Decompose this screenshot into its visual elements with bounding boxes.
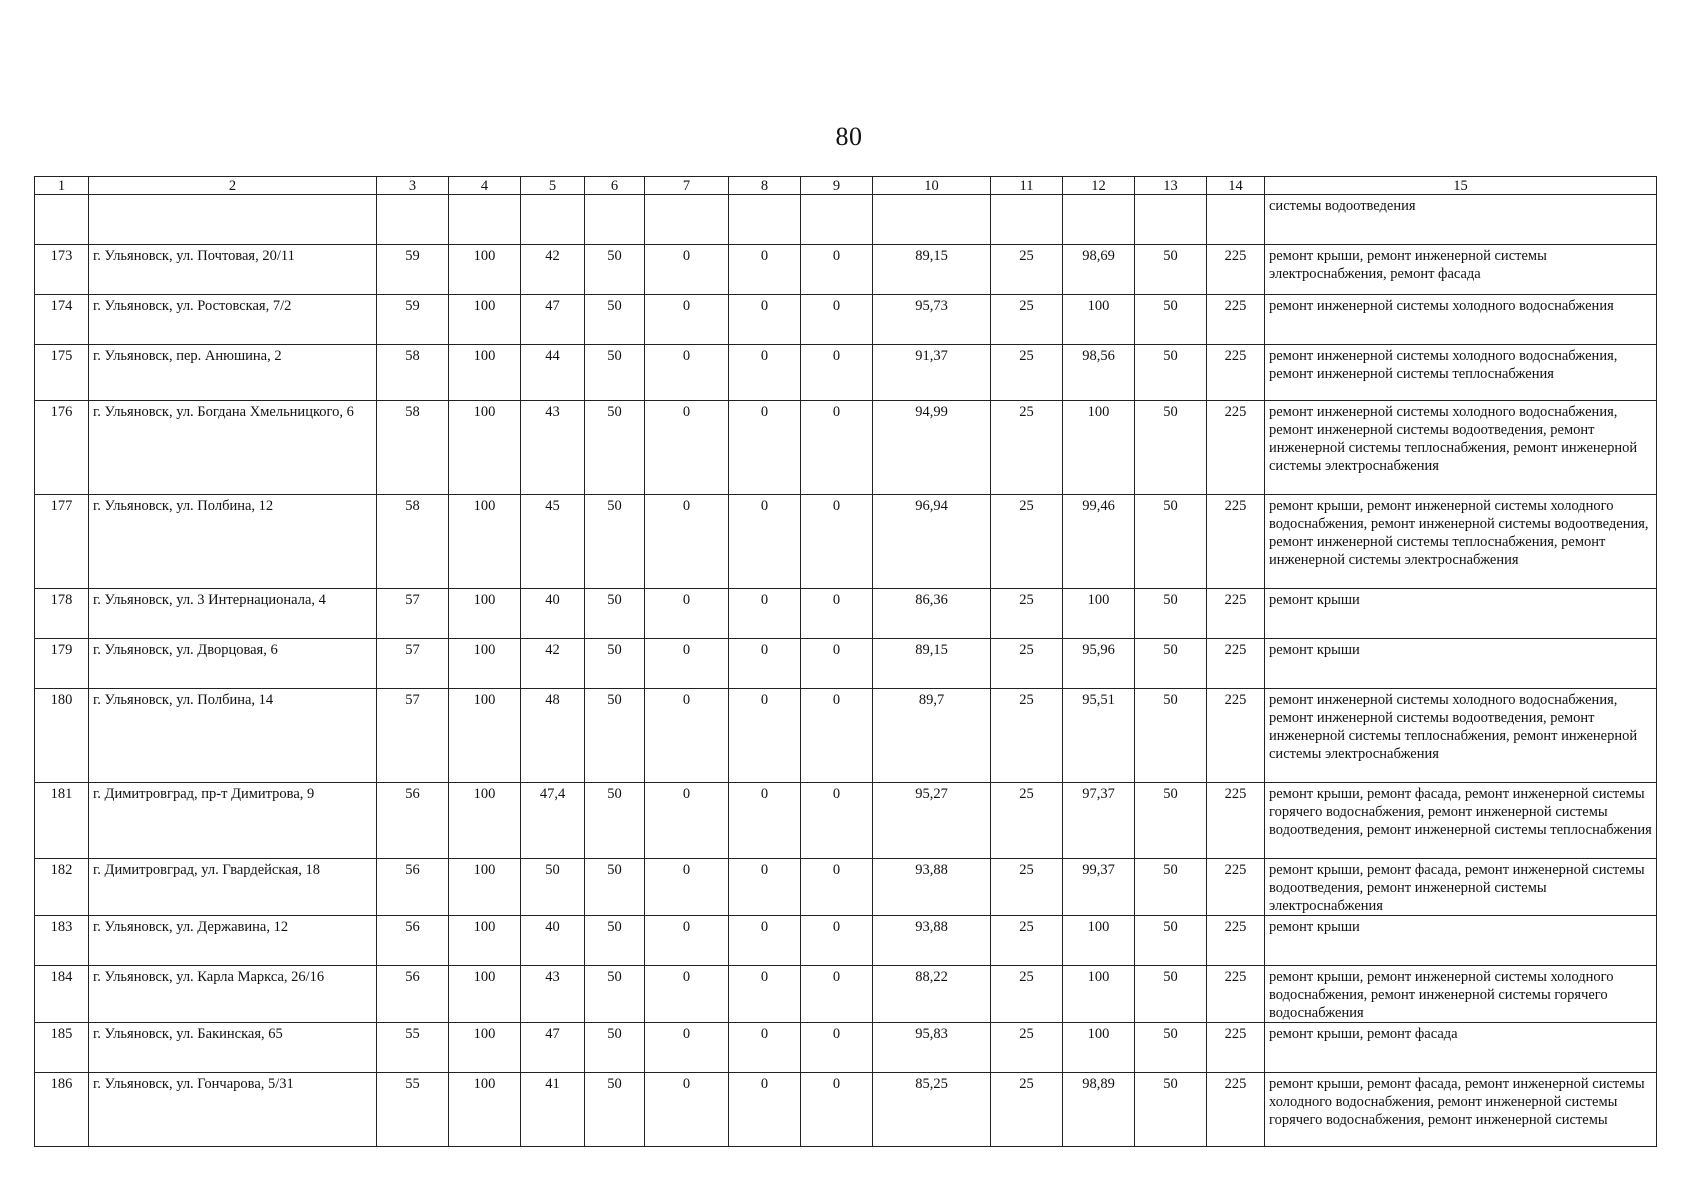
table-row bbox=[35, 966, 1657, 1023]
cell-value-c10: 89,15 bbox=[873, 639, 991, 689]
cell-value-c5: 40 bbox=[521, 916, 585, 966]
cell-empty bbox=[873, 195, 991, 245]
cell-value-c14: 225 bbox=[1207, 859, 1265, 916]
cell-value-c7: 0 bbox=[645, 1023, 729, 1073]
cell-value-c13: 50 bbox=[1135, 1023, 1207, 1073]
cell-value-c6: 50 bbox=[585, 689, 645, 783]
cell-address: г. Ульяновск, ул. 3 Интернационала, 4 bbox=[89, 589, 377, 639]
cell-value-c9: 0 bbox=[801, 916, 873, 966]
cell-address: г. Димитровград, пр-т Димитрова, 9 bbox=[89, 783, 377, 859]
header-cell: 14 bbox=[1207, 177, 1265, 195]
cell-value-c11: 25 bbox=[991, 1023, 1063, 1073]
cell-row-number: 185 bbox=[35, 1023, 89, 1073]
cell-row-number: 180 bbox=[35, 689, 89, 783]
cell-empty bbox=[1063, 195, 1135, 245]
cell-address: г. Ульяновск, ул. Гончарова, 5/31 bbox=[89, 1073, 377, 1147]
cell-value-c8: 0 bbox=[729, 916, 801, 966]
table-body bbox=[35, 195, 1657, 1147]
cell-value-c11: 25 bbox=[991, 639, 1063, 689]
cell-value-c6: 50 bbox=[585, 1073, 645, 1147]
cell-row-number: 179 bbox=[35, 639, 89, 689]
cell-value-c12: 95,96 bbox=[1063, 639, 1135, 689]
header-cell: 3 bbox=[377, 177, 449, 195]
cell-empty bbox=[645, 195, 729, 245]
cell-value-c3: 57 bbox=[377, 639, 449, 689]
cell-value-c12: 100 bbox=[1063, 295, 1135, 345]
cell-value-c12: 99,37 bbox=[1063, 859, 1135, 916]
cell-value-c5: 48 bbox=[521, 689, 585, 783]
cell-row-number: 182 bbox=[35, 859, 89, 916]
cell-value-c11: 25 bbox=[991, 1073, 1063, 1147]
cell-value-c3: 59 bbox=[377, 295, 449, 345]
cell-address: г. Ульяновск, ул. Державина, 12 bbox=[89, 916, 377, 966]
cell-value-c7: 0 bbox=[645, 859, 729, 916]
cell-value-c6: 50 bbox=[585, 345, 645, 401]
cell-value-c9: 0 bbox=[801, 1023, 873, 1073]
cell-empty bbox=[35, 195, 89, 245]
cell-value-c7: 0 bbox=[645, 589, 729, 639]
cell-works: ремонт крыши, ремонт фасада bbox=[1265, 1023, 1657, 1073]
cell-value-c3: 57 bbox=[377, 589, 449, 639]
cell-value-c5: 44 bbox=[521, 345, 585, 401]
cell-value-c3: 57 bbox=[377, 689, 449, 783]
cell-value-c13: 50 bbox=[1135, 1073, 1207, 1147]
cell-value-c9: 0 bbox=[801, 401, 873, 495]
cell-value-c9: 0 bbox=[801, 783, 873, 859]
table-row bbox=[35, 783, 1657, 859]
cell-value-c13: 50 bbox=[1135, 783, 1207, 859]
cell-value-c4: 100 bbox=[449, 295, 521, 345]
cell-value-c14: 225 bbox=[1207, 916, 1265, 966]
cell-value-c10: 93,88 bbox=[873, 859, 991, 916]
cell-value-c12: 100 bbox=[1063, 401, 1135, 495]
cell-value-c9: 0 bbox=[801, 345, 873, 401]
header-cell: 6 bbox=[585, 177, 645, 195]
cell-empty bbox=[89, 195, 377, 245]
cell-value-c3: 58 bbox=[377, 495, 449, 589]
cell-value-c12: 97,37 bbox=[1063, 783, 1135, 859]
cell-value-c13: 50 bbox=[1135, 689, 1207, 783]
cell-value-c13: 50 bbox=[1135, 295, 1207, 345]
cell-empty bbox=[449, 195, 521, 245]
cell-row-number: 181 bbox=[35, 783, 89, 859]
cell-value-c12: 100 bbox=[1063, 916, 1135, 966]
cell-value-c10: 88,22 bbox=[873, 966, 991, 1023]
cell-address: г. Димитровград, ул. Гвардейская, 18 bbox=[89, 859, 377, 916]
cell-value-c11: 25 bbox=[991, 589, 1063, 639]
cell-value-c7: 0 bbox=[645, 295, 729, 345]
header-cell: 5 bbox=[521, 177, 585, 195]
cell-value-c10: 91,37 bbox=[873, 345, 991, 401]
cell-value-c14: 225 bbox=[1207, 295, 1265, 345]
cell-address: г. Ульяновск, ул. Полбина, 14 bbox=[89, 689, 377, 783]
cell-works: системы водоотведения bbox=[1265, 195, 1657, 245]
cell-value-c8: 0 bbox=[729, 966, 801, 1023]
header-cell: 2 bbox=[89, 177, 377, 195]
cell-value-c10: 96,94 bbox=[873, 495, 991, 589]
cell-value-c7: 0 bbox=[645, 689, 729, 783]
cell-value-c7: 0 bbox=[645, 783, 729, 859]
cell-value-c5: 41 bbox=[521, 1073, 585, 1147]
table-row bbox=[35, 295, 1657, 345]
header-row bbox=[35, 177, 1657, 195]
cell-value-c9: 0 bbox=[801, 495, 873, 589]
cell-row-number: 177 bbox=[35, 495, 89, 589]
header-cell: 10 bbox=[873, 177, 991, 195]
cell-value-c13: 50 bbox=[1135, 639, 1207, 689]
cell-row-number: 184 bbox=[35, 966, 89, 1023]
cell-value-c12: 100 bbox=[1063, 1023, 1135, 1073]
cell-value-c4: 100 bbox=[449, 401, 521, 495]
cell-value-c6: 50 bbox=[585, 245, 645, 295]
cell-value-c14: 225 bbox=[1207, 689, 1265, 783]
cell-row-number: 186 bbox=[35, 1073, 89, 1147]
cell-value-c9: 0 bbox=[801, 1073, 873, 1147]
register-table bbox=[34, 176, 1657, 1147]
header-cell: 7 bbox=[645, 177, 729, 195]
cell-value-c14: 225 bbox=[1207, 245, 1265, 295]
cell-value-c9: 0 bbox=[801, 589, 873, 639]
cell-value-c4: 100 bbox=[449, 859, 521, 916]
cell-value-c6: 50 bbox=[585, 859, 645, 916]
cell-value-c8: 0 bbox=[729, 859, 801, 916]
cell-value-c8: 0 bbox=[729, 245, 801, 295]
cell-value-c4: 100 bbox=[449, 245, 521, 295]
cell-value-c4: 100 bbox=[449, 1023, 521, 1073]
cell-value-c3: 56 bbox=[377, 859, 449, 916]
cell-works: ремонт крыши, ремонт инженерной системы электроснабжения, ремонт фасада bbox=[1265, 245, 1657, 295]
table-row bbox=[35, 345, 1657, 401]
cell-value-c13: 50 bbox=[1135, 589, 1207, 639]
cell-works: ремонт инженерной системы холодного водоснабжения, ремонт инженерной системы водоотведения, ремонт инженерной системы теплоснабжения, ремонт инженерной системы электроснабжения bbox=[1265, 401, 1657, 495]
cell-value-c6: 50 bbox=[585, 966, 645, 1023]
table-row bbox=[35, 916, 1657, 966]
cell-value-c9: 0 bbox=[801, 859, 873, 916]
cell-value-c12: 98,69 bbox=[1063, 245, 1135, 295]
cell-value-c8: 0 bbox=[729, 589, 801, 639]
cell-value-c9: 0 bbox=[801, 689, 873, 783]
cell-value-c3: 55 bbox=[377, 1023, 449, 1073]
cell-value-c9: 0 bbox=[801, 245, 873, 295]
cell-value-c3: 56 bbox=[377, 966, 449, 1023]
cell-value-c5: 47 bbox=[521, 295, 585, 345]
cell-value-c9: 0 bbox=[801, 966, 873, 1023]
cell-value-c14: 225 bbox=[1207, 966, 1265, 1023]
cell-value-c5: 42 bbox=[521, 245, 585, 295]
cell-value-c8: 0 bbox=[729, 495, 801, 589]
cell-value-c9: 0 bbox=[801, 639, 873, 689]
cell-address: г. Ульяновск, ул. Бакинская, 65 bbox=[89, 1023, 377, 1073]
cell-works: ремонт инженерной системы холодного водоснабжения, ремонт инженерной системы теплоснабжения bbox=[1265, 345, 1657, 401]
cell-value-c6: 50 bbox=[585, 1023, 645, 1073]
table-row bbox=[35, 1073, 1657, 1147]
header-cell: 13 bbox=[1135, 177, 1207, 195]
cell-value-c14: 225 bbox=[1207, 345, 1265, 401]
cell-address: г. Ульяновск, ул. Ростовская, 7/2 bbox=[89, 295, 377, 345]
cell-value-c12: 98,89 bbox=[1063, 1073, 1135, 1147]
cell-value-c4: 100 bbox=[449, 345, 521, 401]
cell-value-c11: 25 bbox=[991, 345, 1063, 401]
cell-value-c10: 85,25 bbox=[873, 1073, 991, 1147]
cell-value-c10: 86,36 bbox=[873, 589, 991, 639]
table-row bbox=[35, 859, 1657, 916]
cell-works: ремонт крыши bbox=[1265, 639, 1657, 689]
cell-value-c5: 47 bbox=[521, 1023, 585, 1073]
table-row bbox=[35, 1023, 1657, 1073]
cell-value-c13: 50 bbox=[1135, 495, 1207, 589]
header-cell: 1 bbox=[35, 177, 89, 195]
cell-empty bbox=[377, 195, 449, 245]
cell-value-c11: 25 bbox=[991, 966, 1063, 1023]
cell-value-c7: 0 bbox=[645, 916, 729, 966]
cell-empty bbox=[585, 195, 645, 245]
cell-value-c7: 0 bbox=[645, 245, 729, 295]
cell-value-c7: 0 bbox=[645, 639, 729, 689]
continuation-row bbox=[35, 195, 1657, 245]
cell-value-c5: 40 bbox=[521, 589, 585, 639]
cell-value-c5: 42 bbox=[521, 639, 585, 689]
cell-works: ремонт инженерной системы холодного водоснабжения bbox=[1265, 295, 1657, 345]
cell-value-c14: 225 bbox=[1207, 1073, 1265, 1147]
cell-value-c14: 225 bbox=[1207, 783, 1265, 859]
cell-value-c7: 0 bbox=[645, 345, 729, 401]
cell-row-number: 178 bbox=[35, 589, 89, 639]
cell-empty bbox=[1207, 195, 1265, 245]
cell-value-c3: 56 bbox=[377, 783, 449, 859]
cell-value-c7: 0 bbox=[645, 495, 729, 589]
cell-value-c8: 0 bbox=[729, 295, 801, 345]
cell-row-number: 175 bbox=[35, 345, 89, 401]
cell-value-c11: 25 bbox=[991, 916, 1063, 966]
cell-empty bbox=[521, 195, 585, 245]
cell-value-c5: 47,4 bbox=[521, 783, 585, 859]
cell-address: г. Ульяновск, ул. Богдана Хмельницкого, 6 bbox=[89, 401, 377, 495]
cell-value-c13: 50 bbox=[1135, 401, 1207, 495]
table-row bbox=[35, 495, 1657, 589]
cell-value-c6: 50 bbox=[585, 495, 645, 589]
cell-row-number: 176 bbox=[35, 401, 89, 495]
cell-value-c3: 58 bbox=[377, 401, 449, 495]
cell-address: г. Ульяновск, ул. Дворцовая, 6 bbox=[89, 639, 377, 689]
cell-value-c14: 225 bbox=[1207, 639, 1265, 689]
cell-value-c11: 25 bbox=[991, 859, 1063, 916]
cell-value-c6: 50 bbox=[585, 589, 645, 639]
cell-value-c11: 25 bbox=[991, 495, 1063, 589]
header-cell: 4 bbox=[449, 177, 521, 195]
cell-row-number: 174 bbox=[35, 295, 89, 345]
cell-value-c8: 0 bbox=[729, 401, 801, 495]
cell-value-c14: 225 bbox=[1207, 1023, 1265, 1073]
cell-address: г. Ульяновск, ул. Карла Маркса, 26/16 bbox=[89, 966, 377, 1023]
cell-value-c7: 0 bbox=[645, 1073, 729, 1147]
cell-value-c12: 99,46 bbox=[1063, 495, 1135, 589]
cell-value-c10: 89,15 bbox=[873, 245, 991, 295]
cell-value-c4: 100 bbox=[449, 689, 521, 783]
cell-value-c13: 50 bbox=[1135, 245, 1207, 295]
table-row bbox=[35, 245, 1657, 295]
cell-value-c13: 50 bbox=[1135, 345, 1207, 401]
cell-address: г. Ульяновск, пер. Анюшина, 2 bbox=[89, 345, 377, 401]
cell-works: ремонт инженерной системы холодного водоснабжения, ремонт инженерной системы водоотведения, ремонт инженерной системы теплоснабжения, ремонт инженерной системы электроснабжения bbox=[1265, 689, 1657, 783]
cell-value-c8: 0 bbox=[729, 1073, 801, 1147]
cell-value-c12: 98,56 bbox=[1063, 345, 1135, 401]
cell-value-c8: 0 bbox=[729, 639, 801, 689]
cell-value-c6: 50 bbox=[585, 783, 645, 859]
cell-value-c4: 100 bbox=[449, 916, 521, 966]
cell-value-c5: 45 bbox=[521, 495, 585, 589]
cell-works: ремонт крыши bbox=[1265, 589, 1657, 639]
cell-value-c3: 55 bbox=[377, 1073, 449, 1147]
cell-value-c8: 0 bbox=[729, 689, 801, 783]
cell-empty bbox=[991, 195, 1063, 245]
cell-value-c13: 50 bbox=[1135, 916, 1207, 966]
cell-works: ремонт крыши, ремонт инженерной системы холодного водоснабжения, ремонт инженерной системы горячего водоснабжения bbox=[1265, 966, 1657, 1023]
cell-empty bbox=[801, 195, 873, 245]
cell-row-number: 183 bbox=[35, 916, 89, 966]
cell-value-c12: 100 bbox=[1063, 589, 1135, 639]
cell-value-c11: 25 bbox=[991, 295, 1063, 345]
cell-value-c10: 93,88 bbox=[873, 916, 991, 966]
cell-value-c14: 225 bbox=[1207, 589, 1265, 639]
cell-works: ремонт крыши, ремонт фасада, ремонт инженерной системы холодного водоснабжения, ремонт инженерной системы горячего водоснабжения, ремонт инженерной системы bbox=[1265, 1073, 1657, 1147]
cell-value-c4: 100 bbox=[449, 639, 521, 689]
cell-empty bbox=[1135, 195, 1207, 245]
cell-works: ремонт крыши bbox=[1265, 916, 1657, 966]
cell-value-c6: 50 bbox=[585, 916, 645, 966]
header-cell: 15 bbox=[1265, 177, 1657, 195]
cell-value-c12: 100 bbox=[1063, 966, 1135, 1023]
cell-value-c5: 43 bbox=[521, 966, 585, 1023]
cell-value-c11: 25 bbox=[991, 401, 1063, 495]
table-row bbox=[35, 639, 1657, 689]
cell-value-c4: 100 bbox=[449, 966, 521, 1023]
cell-value-c5: 50 bbox=[521, 859, 585, 916]
cell-value-c7: 0 bbox=[645, 401, 729, 495]
header-cell: 12 bbox=[1063, 177, 1135, 195]
cell-value-c14: 225 bbox=[1207, 495, 1265, 589]
cell-value-c14: 225 bbox=[1207, 401, 1265, 495]
cell-value-c6: 50 bbox=[585, 639, 645, 689]
cell-value-c6: 50 bbox=[585, 401, 645, 495]
cell-value-c3: 58 bbox=[377, 345, 449, 401]
cell-empty bbox=[729, 195, 801, 245]
cell-value-c12: 95,51 bbox=[1063, 689, 1135, 783]
cell-value-c3: 56 bbox=[377, 916, 449, 966]
cell-value-c4: 100 bbox=[449, 495, 521, 589]
table-row bbox=[35, 401, 1657, 495]
header-cell: 11 bbox=[991, 177, 1063, 195]
cell-value-c8: 0 bbox=[729, 1023, 801, 1073]
cell-value-c10: 95,27 bbox=[873, 783, 991, 859]
cell-value-c8: 0 bbox=[729, 783, 801, 859]
cell-value-c6: 50 bbox=[585, 295, 645, 345]
cell-value-c10: 95,83 bbox=[873, 1023, 991, 1073]
cell-value-c4: 100 bbox=[449, 589, 521, 639]
cell-value-c11: 25 bbox=[991, 689, 1063, 783]
cell-works: ремонт крыши, ремонт фасада, ремонт инженерной системы горячего водоснабжения, ремонт инженерной системы водоотведения, ремонт инженерной системы теплоснабжения bbox=[1265, 783, 1657, 859]
cell-value-c4: 100 bbox=[449, 783, 521, 859]
cell-value-c11: 25 bbox=[991, 783, 1063, 859]
cell-value-c10: 95,73 bbox=[873, 295, 991, 345]
table-row bbox=[35, 589, 1657, 639]
cell-value-c10: 94,99 bbox=[873, 401, 991, 495]
cell-works: ремонт крыши, ремонт инженерной системы холодного водоснабжения, ремонт инженерной системы водоотведения, ремонт инженерной системы теплоснабжения, ремонт инженерной системы электроснабжения bbox=[1265, 495, 1657, 589]
cell-value-c13: 50 bbox=[1135, 859, 1207, 916]
cell-value-c9: 0 bbox=[801, 295, 873, 345]
table-row bbox=[35, 689, 1657, 783]
cell-value-c5: 43 bbox=[521, 401, 585, 495]
page-number: 80 bbox=[835, 122, 863, 151]
cell-value-c13: 50 bbox=[1135, 966, 1207, 1023]
cell-address: г. Ульяновск, ул. Полбина, 12 bbox=[89, 495, 377, 589]
cell-address: г. Ульяновск, ул. Почтовая, 20/11 bbox=[89, 245, 377, 295]
header-cell: 8 bbox=[729, 177, 801, 195]
cell-value-c8: 0 bbox=[729, 345, 801, 401]
cell-value-c10: 89,7 bbox=[873, 689, 991, 783]
cell-value-c7: 0 bbox=[645, 966, 729, 1023]
cell-value-c3: 59 bbox=[377, 245, 449, 295]
cell-row-number: 173 bbox=[35, 245, 89, 295]
cell-value-c4: 100 bbox=[449, 1073, 521, 1147]
cell-value-c11: 25 bbox=[991, 245, 1063, 295]
cell-works: ремонт крыши, ремонт фасада, ремонт инженерной системы водоотведения, ремонт инженерной системы электроснабжения bbox=[1265, 859, 1657, 916]
header-cell: 9 bbox=[801, 177, 873, 195]
